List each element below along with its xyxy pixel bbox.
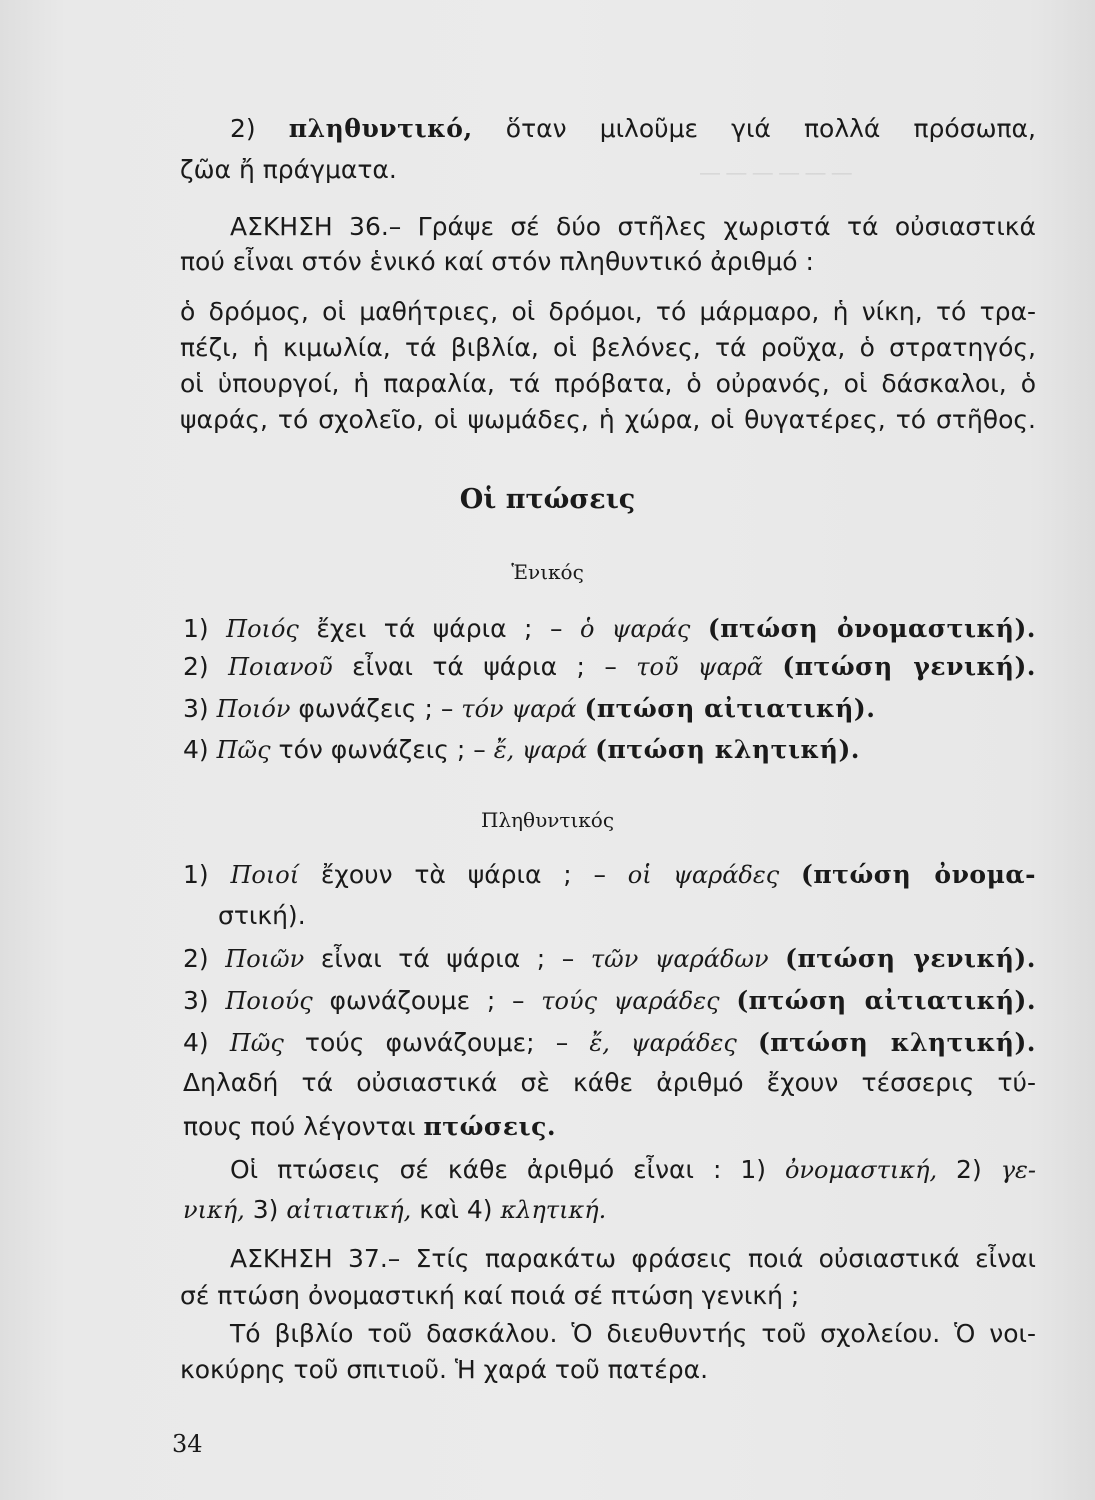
case-name: (πτώση γενική). [782,652,1036,681]
case-name: (πτώση κλητική). [757,1028,1037,1057]
plural-row [183,984,1036,1018]
singular-row [183,650,1036,684]
page-number: 34 [172,1430,203,1458]
plural-row [183,1026,1036,1060]
row-number: 1) [183,860,209,889]
row-number: 4) [183,735,209,764]
answer: ἔ, ψαράδες [589,1029,737,1057]
row-number: 4) [183,1028,209,1057]
question-text: τόν φωνάζεις ; – [278,735,486,764]
exercise-37-line-4: κοκύρης τοῦ σπιτιοῦ. Ἡ χαρά τοῦ πατέρα. [180,1355,709,1384]
intro-line-1 [230,112,1036,146]
row-number: 2) [183,652,209,681]
case-genitive-start: γε- [1000,1156,1037,1184]
plural-row-continuation: στική). [218,901,306,930]
case-name: (πτώση αἰτιατική). [736,986,1037,1015]
answer: τοῦ ψαρᾶ [636,653,763,681]
summary-line-1: Δηλαδή τά οὐσιαστικά σὲ κάθε ἀριθμό ἔχουν τέσσερις τύ- [183,1068,1036,1097]
intro-text: ὅταν μιλοῦμε γιά πολλά πρόσωπα, [505,114,1036,143]
item-number: 2) [956,1155,982,1184]
answer: τόν ψαρά [461,695,577,723]
section-title: Οἱ πτώσεις [459,484,636,515]
answer: τούς ψαράδες [541,987,720,1015]
summary-line-2 [183,1110,556,1144]
summary-text: καὶ 4) [419,1195,493,1224]
answer: ὁ ψαράς [579,615,691,643]
case-name: (πτώση αἰτιατική). [584,694,876,723]
answer: τῶν ψαράδων [590,945,769,973]
question-text: εἶναι τά ψάρια ; – [352,652,617,681]
row-number: 1) [183,614,209,643]
row-number: 3) [183,986,209,1015]
question-word: Ποιόν [216,695,291,723]
exercise-37-line-2: σέ πτώση ὀνομαστική καί ποιά σέ πτώση γενική ; [180,1281,800,1310]
case-name: (πτώση κλητική). [595,735,860,764]
exercise-36-line-1: ΑΣΚΗΣΗ 36.– Γράψε σέ δύο στῆλες χωριστά τά οὐσιαστικά [230,212,1036,241]
case-name: (πτώση ὀνομα- [801,860,1037,889]
summary-text: πους πού λέγονται [183,1112,416,1141]
case-vocative: κλητική. [500,1196,607,1224]
question-text: ἔχει τά ψάρια ; – [316,614,563,643]
term-cases: πτώσεις. [423,1112,557,1141]
question-word: Ποιούς [225,987,313,1015]
question-text: εἶναι τά ψάρια ; – [320,944,575,973]
question-text: φωνάζεις ; – [298,694,454,723]
question-text: τούς φωνάζουμε; – [304,1028,569,1057]
answer: ἔ, ψαρά [493,736,588,764]
exercise-36-line-2: πού εἶναι στόν ἑνικό καί στόν πληθυντικό ἀριθμό : [180,247,814,276]
item-number: 2) [230,114,256,143]
exercise-37-line-1: ΑΣΚΗΣΗ 37.– Στίς παρακάτω φράσεις ποιά οὐσιαστικά εἶναι [230,1244,1036,1273]
summary-text: Οἱ πτώσεις σέ κάθε ἀριθμό εἶναι : 1) [230,1155,766,1184]
question-word: Ποιῶν [225,945,305,973]
plural-label: Πληθυντικός [480,808,615,832]
case-accusative: αἰτιατική, [286,1196,412,1224]
plural-row [183,858,1036,892]
singular-label: Ἑνικός [511,560,584,584]
exercise-36-words-4: ψαράς, τό σχολεῖο, οἱ ψωμάδες, ἡ χώρα, οἱ θυγατέρες, τό στῆθος. [180,405,1036,434]
term-plural: πληθυντικό, [288,114,473,143]
plural-row [183,942,1036,976]
singular-row [183,612,1036,646]
intro-line-2: ζῶα ἤ πράγματα. [180,155,397,184]
case-nominative: ὀνομαστική, [784,1156,938,1184]
singular-row [183,733,860,767]
question-word: Ποιοί [230,861,300,889]
question-word: Ποιανοῦ [228,653,333,681]
exercise-36-words-3: οἱ ὑπουργοί, ἡ παραλία, τά πρόβατα, ὁ οὐρανός, οἱ δάσκαλοι, ὁ [180,369,1036,398]
singular-row [183,692,875,726]
row-number: 3) [183,694,209,723]
question-word: Ποιός [226,615,299,643]
case-name: (πτώση ὀνομαστική). [707,614,1037,643]
question-word: Πῶς [216,736,271,764]
exercise-37-line-3: Τό βιβλίο τοῦ δασκάλου. Ὁ διευθυντής τοῦ σχολείου. Ὁ νοι- [230,1319,1036,1348]
question-word: Πῶς [229,1029,284,1057]
exercise-36-words-2: πέζι, ἡ κιμωλία, τά βιβλία, οἱ βελόνες, τά ροῦχα, ὁ στρατηγός, [180,333,1036,362]
row-number: 2) [183,944,209,973]
question-text: φωνάζουμε ; – [329,986,525,1015]
item-number: 3) [252,1195,279,1224]
case-name: (πτώση γενική). [785,944,1036,973]
answer: οἱ ψαράδες [627,861,780,889]
exercise-36-words-1: ὁ δρόμος, οἱ μαθήτριες, οἱ δρόμοι, τό μάρμαρο, ἡ νίκη, τό τρα- [180,297,1036,326]
bleed-through-shadow: ― ― ― ― ― ― [700,160,852,184]
summary-line-3 [230,1153,1036,1187]
case-genitive-end: νική, [183,1196,245,1224]
summary-line-4 [183,1193,606,1227]
question-text: ἔχουν τὰ ψάρια ; – [320,860,606,889]
